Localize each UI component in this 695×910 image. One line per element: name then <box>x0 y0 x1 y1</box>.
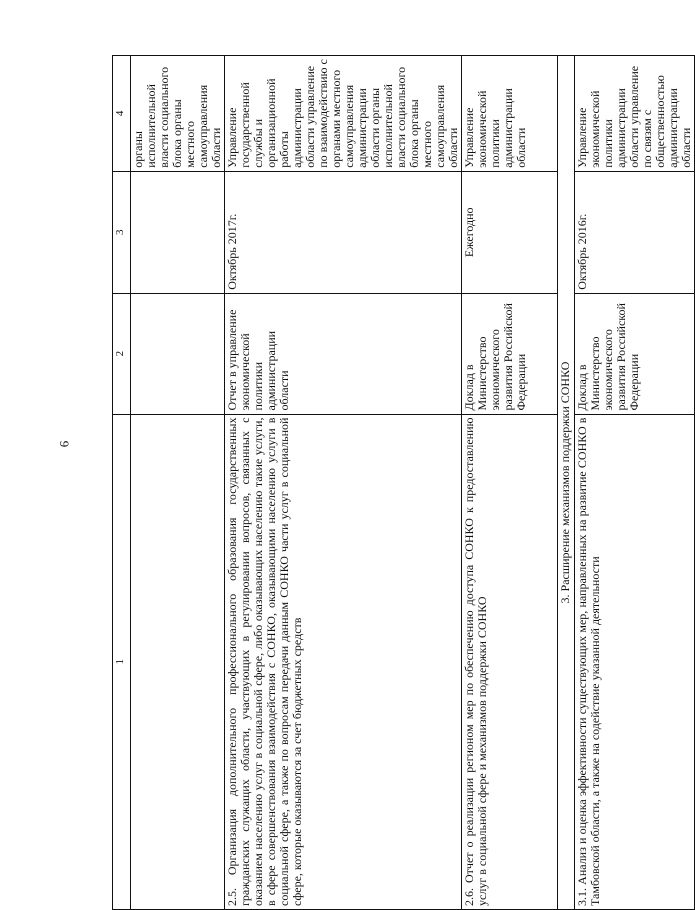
table-row <box>462 56 558 910</box>
activity-cell: 2.6. Отчет о реализации регионом мер по обеспечению доступа СОНКО к предоставлению услуг в социальной сфере и механизмов поддержки СОНКО <box>462 414 558 909</box>
empty-cell <box>131 414 225 909</box>
activity-cell: 2.5. Организация дополнительного профессионального образования государственных гражданских служащих области, участвующих в регулировании вопросов, связанных с оказанием населению услуг в социальной сфере, либо оказывающих населению такие услуги, в сфере совершенствования взаимодействия с СОНКО, оказывающими населению услуги в социальной сфере, а также по вопросам передачи данным СОНКО части услуг в социальной сфере, которые оказываются за счет бюджетных средств <box>225 414 462 909</box>
table-row <box>225 56 462 910</box>
column-header-3: 3 <box>113 171 131 293</box>
result-cell: Доклад в Министерство экономического развития Российской Федерации <box>575 293 695 414</box>
column-header-1: 1 <box>113 414 131 909</box>
action-plan-table <box>112 55 695 910</box>
section-row <box>558 56 575 910</box>
responsible-cell: Управление экономической политики администрации области управление по связям с общественностью администрации области <box>575 56 695 172</box>
rotated-document-sheet <box>112 55 693 910</box>
deadline-cell: Ежегодно <box>462 171 558 293</box>
empty-cell <box>131 293 225 414</box>
empty-cell <box>131 171 225 293</box>
table-row <box>575 56 695 910</box>
responsible-cell: Управление экономической политики администрации области <box>462 56 558 172</box>
column-header-4: 4 <box>113 56 131 172</box>
activity-cell: 3.1. Анализ и оценка эффективности существующих мер, направленных на развитие СОНКО в Тамбовской области, а также на содействие указанной деятельности <box>575 414 695 909</box>
table-row-continued <box>131 56 225 910</box>
responsible-cell: Управление государственной службы и организационной работы администрации области управление по взаимодействию с органами местного самоуправления администрации области органы исполнительной власти социального блока органы местного самоуправления области <box>225 56 462 172</box>
result-cell: Доклад в Министерство экономического развития Российской Федерации <box>462 293 558 414</box>
page-number: 6 <box>56 440 72 448</box>
section-title: 3. Расширение механизмов поддержки СОНКО <box>558 56 575 910</box>
deadline-cell: Октябрь 2017г. <box>225 171 462 293</box>
table-header-row <box>113 56 131 910</box>
result-cell: Отчет в управление экономической политики администрации области <box>225 293 462 414</box>
deadline-cell: Октябрь 2016г. <box>575 171 695 293</box>
column-header-2: 2 <box>113 293 131 414</box>
responsible-cell: органы исполнительной власти социального блока органы местного самоуправления области <box>131 56 225 172</box>
